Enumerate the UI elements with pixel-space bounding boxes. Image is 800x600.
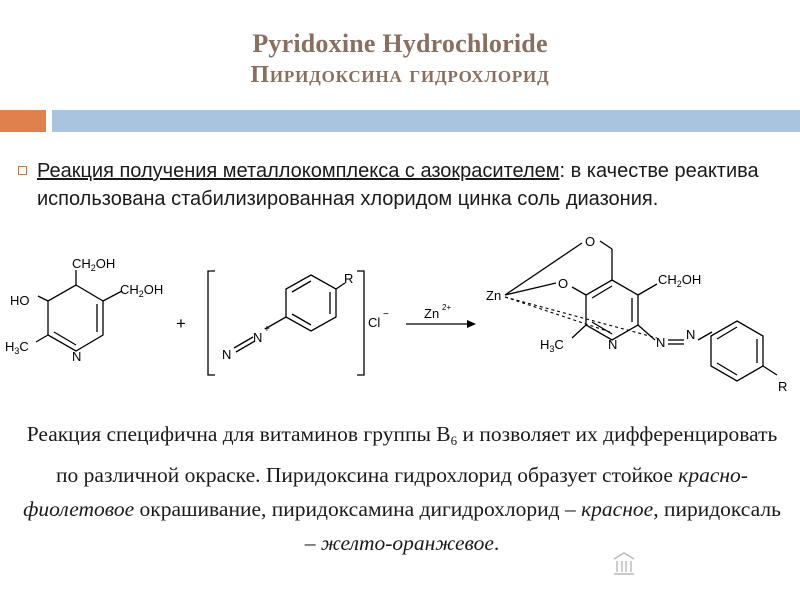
pyridoxine-n: N — [72, 349, 82, 364]
product-ch2oh: $CH_2OH$ — [658, 272, 702, 289]
pyridoxine-ch2oh-right: $CH_2OH$ — [120, 282, 164, 299]
para-part-4: , пиридоксаль – — [304, 497, 781, 555]
para-italic-2: красное — [581, 497, 654, 521]
para-part-1: Реакция специфична для витаминов группы В — [26, 422, 451, 446]
pyridoxine-ho: HO — [10, 293, 30, 308]
square-bullet-icon — [18, 166, 27, 175]
para-italic-1: красно-фиолетовое — [23, 463, 748, 521]
para-part-2: и позволяет их дифференцировать по различной окраске. Пиридоксина гидрохлорид образует стойкое — [56, 422, 778, 487]
product-n-azo2: N — [686, 327, 696, 342]
para-italic-3: желто-оранжевое — [320, 531, 494, 555]
description-paragraph — [18, 417, 786, 560]
bullet-rest: : в качестве реактива использована стабилизированная хлоридом цинка соль диазония. — [37, 160, 759, 210]
reagent-r: R — [344, 271, 354, 286]
reaction-scheme — [0, 225, 800, 400]
building-watermark-icon — [612, 550, 636, 576]
bullet-underlined: Реакция получения металлокомплекса с азокрасителем — [37, 160, 560, 182]
product-o-ring: O — [558, 276, 569, 291]
slide-title — [0, 28, 800, 90]
title-russian: Пиридоксина гидрохлорид — [250, 62, 550, 88]
bullet-text — [37, 157, 778, 213]
reagent-plus-charge: + — [264, 324, 270, 335]
pyridoxine-ch2oh-top: $CH_2OH$ — [72, 256, 116, 273]
product-n-azo1: N — [656, 335, 666, 350]
product-r: R — [778, 379, 788, 394]
accent-bar-blue — [52, 110, 800, 132]
arrow-zn-charge: 2+ — [442, 303, 452, 312]
reagent-cl-charge: − — [383, 309, 389, 320]
arrow-zn: Zn — [424, 306, 440, 321]
title-english: Pyridoxine Hydrochloride — [252, 29, 548, 58]
pyridoxine-h3c: $H_3C$ — [5, 339, 29, 356]
reagent-n-plus: N — [253, 330, 263, 345]
accent-bar-orange — [0, 110, 46, 132]
plus-sign: + — [176, 314, 186, 333]
reagent-n: N — [222, 347, 232, 362]
reagent-cl: Cl — [368, 315, 381, 330]
product-n-ring: N — [608, 337, 618, 352]
product-zn: Zn — [486, 288, 502, 303]
bullet-item — [18, 157, 778, 213]
product-h3c: $H_3C$ — [540, 337, 564, 354]
product-o-top: O — [585, 234, 596, 249]
para-part-3: окрашивание, пиридоксамина дигидрохлорид – — [134, 497, 582, 521]
para-subscript: 6 — [450, 433, 458, 448]
para-part-5: . — [493, 531, 500, 555]
